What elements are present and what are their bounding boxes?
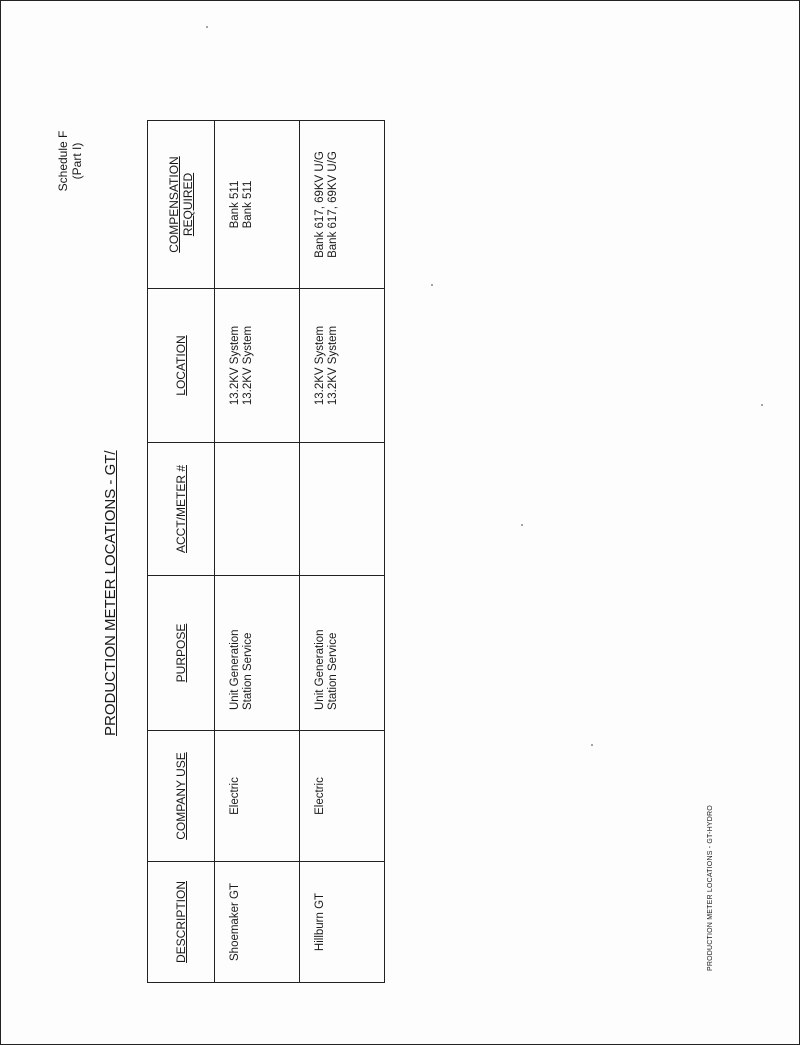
location-line-1: 13.2KV System bbox=[314, 325, 326, 406]
scan-speck bbox=[761, 404, 763, 406]
meter-locations-table bbox=[147, 120, 385, 983]
header-location: LOCATION bbox=[148, 289, 215, 443]
purpose-line-1: Unit Generation bbox=[229, 629, 241, 710]
schedule-line-2: (Part I) bbox=[70, 142, 84, 180]
header-purpose: PURPOSE bbox=[148, 576, 215, 731]
table-row bbox=[300, 121, 385, 983]
header-company-use: COMPANY USE bbox=[148, 731, 215, 862]
scan-speck bbox=[206, 26, 208, 28]
header-compensation bbox=[148, 121, 215, 289]
cell-company-use: Electric bbox=[300, 731, 385, 862]
scan-speck bbox=[591, 744, 593, 746]
rotated-content bbox=[1, 1, 800, 1045]
cell-location bbox=[300, 289, 385, 443]
header-acct-meter: ACCT/METER # bbox=[148, 443, 215, 576]
compensation-line-2: Bank 511 bbox=[242, 180, 254, 229]
schedule-line-1: Schedule F bbox=[56, 130, 70, 192]
table-row bbox=[215, 121, 300, 983]
compensation-line-1: Bank 511 bbox=[229, 180, 241, 229]
cell-acct-meter bbox=[215, 443, 300, 576]
scan-speck bbox=[431, 284, 433, 286]
location-line-2: 13.2KV System bbox=[242, 325, 254, 406]
location-line-2: 13.2KV System bbox=[327, 325, 339, 406]
purpose-line-1: Unit Generation bbox=[314, 629, 326, 710]
header-compensation-line-1: COMPENSATION bbox=[167, 156, 181, 253]
cell-purpose bbox=[215, 576, 300, 731]
header-description: DESCRIPTION bbox=[148, 862, 215, 983]
cell-company-use: Electric bbox=[215, 731, 300, 862]
cell-compensation bbox=[215, 121, 300, 289]
schedule-label bbox=[56, 101, 84, 221]
purpose-line-2: Station Service bbox=[327, 632, 339, 710]
purpose-line-2: Station Service bbox=[242, 632, 254, 710]
compensation-line-1: Bank 617, 69KV U/G bbox=[314, 151, 326, 258]
header-compensation-line-2: REQUIRED bbox=[181, 172, 195, 237]
location-line-1: 13.2KV System bbox=[229, 325, 241, 406]
page-title-text: PRODUCTION METER LOCATIONS - GT/ bbox=[102, 450, 119, 736]
cell-description: Shoemaker GT bbox=[215, 862, 300, 983]
cell-compensation bbox=[300, 121, 385, 289]
scan-speck bbox=[521, 524, 523, 526]
page-title bbox=[102, 450, 119, 736]
compensation-line-2: Bank 617, 69KV U/G bbox=[327, 151, 339, 258]
cell-acct-meter bbox=[300, 443, 385, 576]
cell-description: Hillburn GT bbox=[300, 862, 385, 983]
table-header-row bbox=[148, 121, 215, 983]
cell-purpose bbox=[300, 576, 385, 731]
page-footer: PRODUCTION METER LOCATIONS - GT-HYDRO bbox=[707, 805, 714, 971]
cell-location bbox=[215, 289, 300, 443]
